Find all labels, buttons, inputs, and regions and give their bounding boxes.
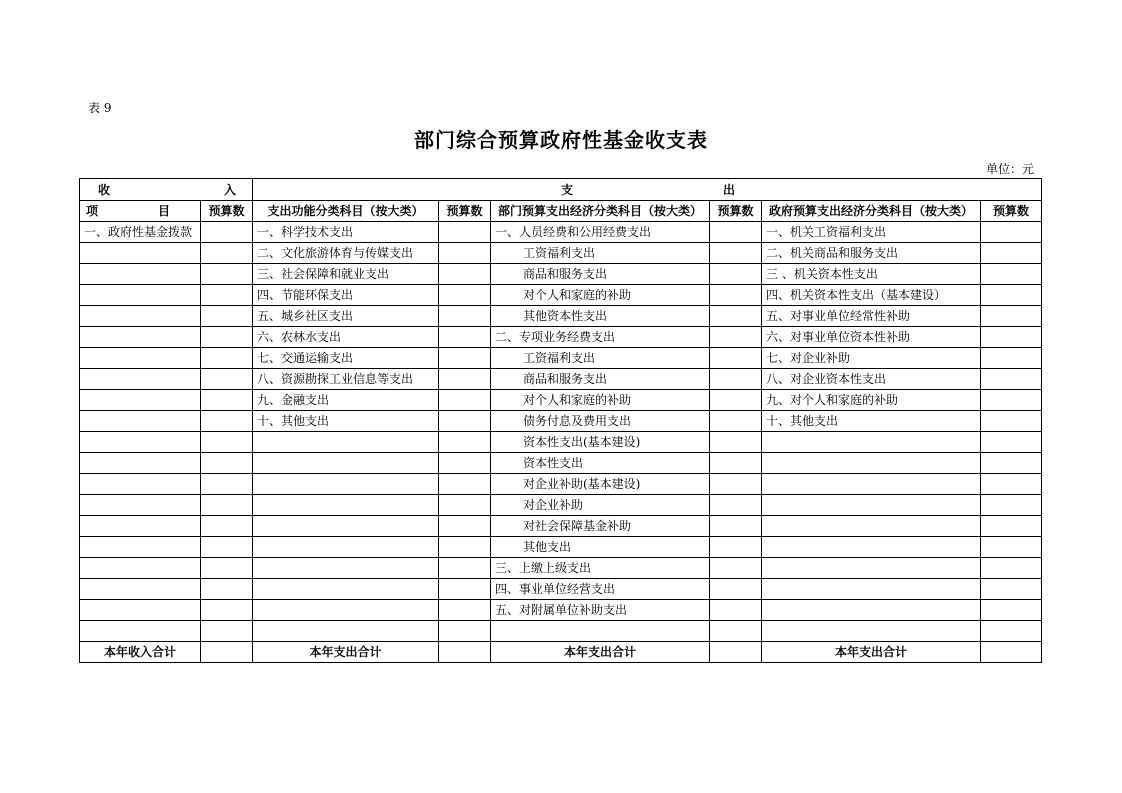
function-category-cell bbox=[253, 453, 439, 474]
gov-budget-cell bbox=[981, 369, 1042, 390]
function-category-cell: 十、其他支出 bbox=[253, 411, 439, 432]
function-category-cell bbox=[253, 558, 439, 579]
gov-budget-cell bbox=[981, 264, 1042, 285]
income-item-cell bbox=[80, 243, 201, 264]
dept-budget-cell bbox=[710, 474, 762, 495]
income-budget-cell bbox=[201, 474, 253, 495]
income-item-cell bbox=[80, 390, 201, 411]
dept-economic-category-cell: 对企业补助(基本建设) bbox=[491, 474, 710, 495]
income-budget-cell bbox=[201, 243, 253, 264]
income-item-cell bbox=[80, 495, 201, 516]
function-total-label: 本年支出合计 bbox=[253, 641, 439, 662]
income-item-cell bbox=[80, 432, 201, 453]
dept-economic-category-cell: 工资福利支出 bbox=[491, 243, 710, 264]
dept-economic-category-cell: 商品和服务支出 bbox=[491, 264, 710, 285]
gov-economic-category-cell: 九、对个人和家庭的补助 bbox=[762, 390, 981, 411]
header-budget-function: 预算数 bbox=[439, 201, 491, 222]
gov-budget-cell bbox=[981, 243, 1042, 264]
income-budget-cell bbox=[201, 537, 253, 558]
header-budget-dept: 预算数 bbox=[710, 201, 762, 222]
gov-economic-category-cell: 五、对事业单位经常性补助 bbox=[762, 306, 981, 327]
function-budget-cell bbox=[439, 432, 491, 453]
gov-budget-cell bbox=[981, 453, 1042, 474]
function-category-cell bbox=[253, 537, 439, 558]
gov-budget-cell bbox=[981, 411, 1042, 432]
gov-economic-category-cell: 十、其他支出 bbox=[762, 411, 981, 432]
income-budget-cell bbox=[201, 264, 253, 285]
column-header-row bbox=[80, 201, 1042, 222]
income-item-cell: 一、政府性基金拨款 bbox=[80, 222, 201, 243]
income-budget-cell bbox=[201, 285, 253, 306]
function-budget-cell bbox=[439, 306, 491, 327]
dept-economic-category-cell: 工资福利支出 bbox=[491, 348, 710, 369]
dept-budget-cell bbox=[710, 432, 762, 453]
dept-budget-cell bbox=[710, 453, 762, 474]
income-item-cell bbox=[80, 306, 201, 327]
function-category-cell: 三、社会保障和就业支出 bbox=[253, 264, 439, 285]
income-item-cell bbox=[80, 537, 201, 558]
income-item-cell bbox=[80, 516, 201, 537]
page-title: 部门综合预算政府性基金收支表 bbox=[414, 128, 708, 152]
function-category-cell bbox=[253, 495, 439, 516]
gov-budget-cell bbox=[981, 432, 1042, 453]
dept-budget-cell bbox=[710, 264, 762, 285]
header-function-category: 支出功能分类科目（按大类） bbox=[253, 201, 439, 222]
function-category-cell: 二、文化旅游体育与传媒支出 bbox=[253, 243, 439, 264]
gov-budget-cell bbox=[981, 600, 1042, 621]
function-budget-cell bbox=[439, 390, 491, 411]
function-budget-cell bbox=[439, 453, 491, 474]
income-item-cell bbox=[80, 558, 201, 579]
dept-economic-category-cell: 对个人和家庭的补助 bbox=[491, 285, 710, 306]
dept-economic-category-cell: 四、事业单位经营支出 bbox=[491, 579, 710, 600]
dept-budget-cell bbox=[710, 558, 762, 579]
gov-budget-cell bbox=[981, 621, 1042, 642]
expense-section-label-b: 出 bbox=[723, 182, 736, 197]
table-row bbox=[80, 243, 1042, 264]
income-item-cell bbox=[80, 579, 201, 600]
gov-economic-category-cell: 四、机关资本性支出（基本建设） bbox=[762, 285, 981, 306]
dept-economic-category-cell: 三、上缴上级支出 bbox=[491, 558, 710, 579]
dept-budget-cell bbox=[710, 495, 762, 516]
function-category-cell bbox=[253, 579, 439, 600]
income-budget-cell bbox=[201, 222, 253, 243]
gov-economic-category-cell bbox=[762, 600, 981, 621]
income-budget-cell bbox=[201, 432, 253, 453]
dept-economic-category-cell: 债务付息及费用支出 bbox=[491, 411, 710, 432]
income-budget-cell bbox=[201, 369, 253, 390]
table-row bbox=[80, 369, 1042, 390]
gov-economic-category-cell: 一、机关工资福利支出 bbox=[762, 222, 981, 243]
table-row bbox=[80, 327, 1042, 348]
table-row bbox=[80, 558, 1042, 579]
section-row bbox=[80, 179, 1042, 201]
dept-budget-cell bbox=[710, 516, 762, 537]
dept-economic-category-cell: 五、对附属单位补助支出 bbox=[491, 600, 710, 621]
income-item-cell bbox=[80, 600, 201, 621]
gov-economic-category-cell bbox=[762, 621, 981, 642]
income-section-label-a: 收 bbox=[98, 182, 111, 197]
income-item-cell bbox=[80, 453, 201, 474]
dept-total-value bbox=[710, 641, 762, 662]
table-row bbox=[80, 474, 1042, 495]
income-budget-cell bbox=[201, 390, 253, 411]
dept-budget-cell bbox=[710, 579, 762, 600]
dept-economic-category-cell: 其他资本性支出 bbox=[491, 306, 710, 327]
gov-economic-category-cell: 三 、机关资本性支出 bbox=[762, 264, 981, 285]
income-budget-cell bbox=[201, 327, 253, 348]
income-item-cell bbox=[80, 621, 201, 642]
gov-budget-cell bbox=[981, 306, 1042, 327]
dept-budget-cell bbox=[710, 327, 762, 348]
function-category-cell: 一、科学技术支出 bbox=[253, 222, 439, 243]
income-budget-cell bbox=[201, 495, 253, 516]
income-item-cell bbox=[80, 264, 201, 285]
function-category-cell bbox=[253, 432, 439, 453]
dept-total-label: 本年支出合计 bbox=[491, 641, 710, 662]
function-category-cell bbox=[253, 621, 439, 642]
income-item-cell bbox=[80, 285, 201, 306]
header-budget-gov: 预算数 bbox=[981, 201, 1042, 222]
income-section-header bbox=[80, 179, 253, 201]
gov-budget-cell bbox=[981, 558, 1042, 579]
gov-economic-category-cell: 八、对企业资本性支出 bbox=[762, 369, 981, 390]
income-budget-cell bbox=[201, 579, 253, 600]
dept-economic-category-cell: 对企业补助 bbox=[491, 495, 710, 516]
function-budget-cell bbox=[439, 243, 491, 264]
gov-budget-cell bbox=[981, 348, 1042, 369]
dept-budget-cell bbox=[710, 243, 762, 264]
gov-economic-category-cell: 七、对企业补助 bbox=[762, 348, 981, 369]
dept-economic-category-cell: 对个人和家庭的补助 bbox=[491, 390, 710, 411]
table-row bbox=[80, 306, 1042, 327]
dept-economic-category-cell: 资本性支出 bbox=[491, 453, 710, 474]
dept-economic-category-cell bbox=[491, 621, 710, 642]
dept-budget-cell bbox=[710, 369, 762, 390]
table-row bbox=[80, 537, 1042, 558]
header-gov-economic-category: 政府预算支出经济分类科目（按大类） bbox=[762, 201, 981, 222]
gov-budget-cell bbox=[981, 222, 1042, 243]
income-item-cell bbox=[80, 474, 201, 495]
function-category-cell: 六、农林水支出 bbox=[253, 327, 439, 348]
table-row bbox=[80, 516, 1042, 537]
income-budget-cell bbox=[201, 558, 253, 579]
function-budget-cell bbox=[439, 222, 491, 243]
function-budget-cell bbox=[439, 285, 491, 306]
table-row bbox=[80, 621, 1042, 642]
table-row bbox=[80, 453, 1042, 474]
gov-budget-cell bbox=[981, 474, 1042, 495]
dept-budget-cell bbox=[710, 390, 762, 411]
dept-economic-category-cell: 资本性支出(基本建设) bbox=[491, 432, 710, 453]
income-item-cell bbox=[80, 327, 201, 348]
function-budget-cell bbox=[439, 348, 491, 369]
gov-budget-cell bbox=[981, 516, 1042, 537]
table-number: 表 9 bbox=[88, 101, 112, 115]
income-budget-cell bbox=[201, 306, 253, 327]
gov-economic-category-cell bbox=[762, 432, 981, 453]
unit-label: 单位：元 bbox=[985, 162, 1034, 176]
dept-economic-category-cell: 其他支出 bbox=[491, 537, 710, 558]
income-budget-cell bbox=[201, 621, 253, 642]
function-budget-cell bbox=[439, 579, 491, 600]
gov-economic-category-cell bbox=[762, 516, 981, 537]
income-item-cell bbox=[80, 369, 201, 390]
budget-table bbox=[79, 178, 1042, 663]
dept-economic-category-cell: 商品和服务支出 bbox=[491, 369, 710, 390]
dept-budget-cell bbox=[710, 600, 762, 621]
header-budget-income: 预算数 bbox=[201, 201, 253, 222]
table-row bbox=[80, 264, 1042, 285]
dept-budget-cell bbox=[710, 285, 762, 306]
function-budget-cell bbox=[439, 474, 491, 495]
function-budget-cell bbox=[439, 558, 491, 579]
table-row bbox=[80, 432, 1042, 453]
expense-section-label-a: 支 bbox=[561, 182, 574, 197]
function-budget-cell bbox=[439, 411, 491, 432]
function-budget-cell bbox=[439, 600, 491, 621]
gov-economic-category-cell: 二、机关商品和服务支出 bbox=[762, 243, 981, 264]
income-total-value bbox=[201, 641, 253, 662]
header-item: 项 目 bbox=[80, 201, 201, 222]
function-budget-cell bbox=[439, 264, 491, 285]
dept-economic-category-cell: 一、人员经费和公用经费支出 bbox=[491, 222, 710, 243]
gov-budget-cell bbox=[981, 390, 1042, 411]
income-budget-cell bbox=[201, 411, 253, 432]
function-budget-cell bbox=[439, 537, 491, 558]
function-budget-cell bbox=[439, 327, 491, 348]
gov-budget-cell bbox=[981, 495, 1042, 516]
function-total-value bbox=[439, 641, 491, 662]
function-budget-cell bbox=[439, 621, 491, 642]
income-budget-cell bbox=[201, 600, 253, 621]
table-row bbox=[80, 285, 1042, 306]
header-dept-economic-category: 部门预算支出经济分类科目（按大类） bbox=[491, 201, 710, 222]
totals-row bbox=[80, 641, 1042, 662]
table-row bbox=[80, 495, 1042, 516]
table-row bbox=[80, 390, 1042, 411]
gov-economic-category-cell bbox=[762, 474, 981, 495]
gov-total-label: 本年支出合计 bbox=[762, 641, 981, 662]
table-row bbox=[80, 222, 1042, 243]
dept-budget-cell bbox=[710, 306, 762, 327]
dept-budget-cell bbox=[710, 411, 762, 432]
gov-budget-cell bbox=[981, 579, 1042, 600]
income-section-label-b: 入 bbox=[223, 182, 236, 197]
gov-economic-category-cell bbox=[762, 537, 981, 558]
gov-budget-cell bbox=[981, 285, 1042, 306]
gov-total-value bbox=[981, 641, 1042, 662]
expense-section-header bbox=[253, 179, 1042, 201]
income-budget-cell bbox=[201, 348, 253, 369]
function-category-cell bbox=[253, 600, 439, 621]
gov-economic-category-cell bbox=[762, 495, 981, 516]
function-category-cell: 五、城乡社区支出 bbox=[253, 306, 439, 327]
table-row bbox=[80, 348, 1042, 369]
function-category-cell bbox=[253, 516, 439, 537]
table-row bbox=[80, 411, 1042, 432]
gov-economic-category-cell bbox=[762, 558, 981, 579]
gov-economic-category-cell: 六、对事业单位资本性补助 bbox=[762, 327, 981, 348]
function-category-cell bbox=[253, 474, 439, 495]
table-row bbox=[80, 579, 1042, 600]
function-category-cell: 四、节能环保支出 bbox=[253, 285, 439, 306]
income-item-cell bbox=[80, 348, 201, 369]
function-budget-cell bbox=[439, 516, 491, 537]
dept-economic-category-cell: 对社会保障基金补助 bbox=[491, 516, 710, 537]
dept-budget-cell bbox=[710, 621, 762, 642]
function-category-cell: 九、金融支出 bbox=[253, 390, 439, 411]
dept-budget-cell bbox=[710, 222, 762, 243]
function-budget-cell bbox=[439, 495, 491, 516]
income-item-cell bbox=[80, 411, 201, 432]
gov-budget-cell bbox=[981, 537, 1042, 558]
function-category-cell: 七、交通运输支出 bbox=[253, 348, 439, 369]
function-budget-cell bbox=[439, 369, 491, 390]
dept-budget-cell bbox=[710, 348, 762, 369]
dept-budget-cell bbox=[710, 537, 762, 558]
table-row bbox=[80, 600, 1042, 621]
gov-budget-cell bbox=[981, 327, 1042, 348]
dept-economic-category-cell: 二、专项业务经费支出 bbox=[491, 327, 710, 348]
income-total-label: 本年收入合计 bbox=[80, 641, 201, 662]
gov-economic-category-cell bbox=[762, 579, 981, 600]
income-budget-cell bbox=[201, 453, 253, 474]
gov-economic-category-cell bbox=[762, 453, 981, 474]
function-category-cell: 八、资源勘探工业信息等支出 bbox=[253, 369, 439, 390]
income-budget-cell bbox=[201, 516, 253, 537]
